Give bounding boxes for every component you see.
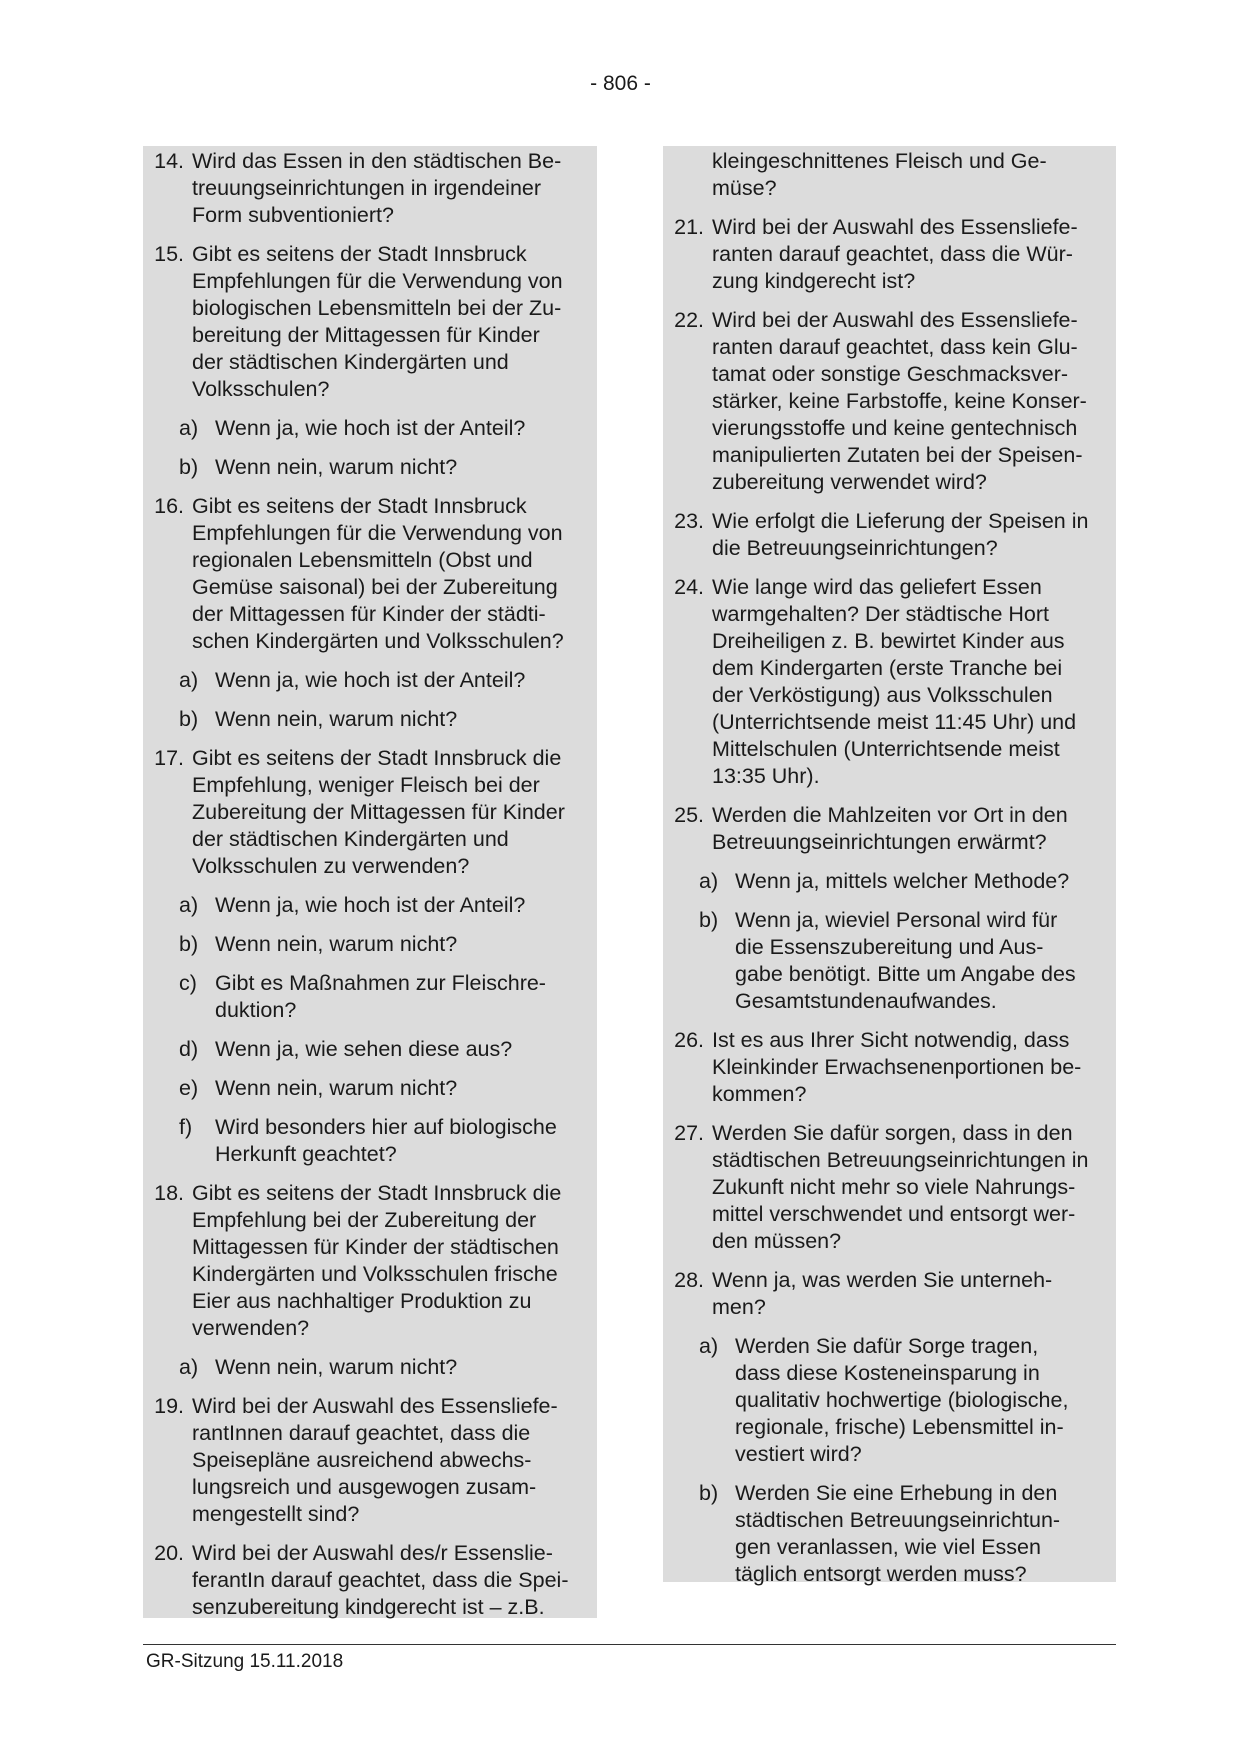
sub-question-letter: a) [699,869,719,893]
question-item [143,1540,597,1621]
question-text: Gibt es seitens der Stadt Innsbruck die Empfehlung, weniger Fleisch bei der Zubereitung der Mittagessen für Kinder der städtischen Kindergärten und Volksschulen zu verwenden? [192,746,565,878]
sub-question-text: Werden Sie eine Erhebung in den städtischen Betreuungseinrichtun- gen veranlassen, wie viel Essen täglich entsorgt werden muss? [735,1481,1061,1586]
sub-question-letter: a) [179,668,199,692]
page-number: - 806 - [590,72,651,95]
question-text: Wie erfolgt die Lieferung der Speisen in die Betreuungseinrichtungen? [712,509,1089,560]
question-number: 26. [674,1028,704,1052]
question-number: 16. [154,494,184,518]
question-item [663,214,1116,295]
question-number: 14. [154,149,184,173]
question-item [663,574,1116,790]
question-number: 23. [674,509,704,533]
sub-question-letter: b) [699,1481,719,1505]
sub-question-text: Wenn ja, wie hoch ist der Anteil? [215,668,526,692]
question-text: Wird bei der Auswahl des Essensliefe- ranten darauf geachtet, dass kein Glu- tamat oder sonstige Geschmacksver- stärker, keine Farbstoffe, keine Konser- vierungsstoffe und keine gentechnisch manipulierten Zutaten bei der Speisen- zubereitung verwendet wird? [712,308,1087,494]
question-item [143,1393,597,1528]
sub-question-item [143,1354,597,1381]
question-item [663,1120,1116,1255]
sub-question-item [663,907,1116,1015]
sub-question-item [663,1333,1116,1468]
sub-question-text: Wenn nein, warum nicht? [215,455,458,479]
question-item [143,493,597,655]
sub-question-item [143,706,597,733]
sub-question-letter: a) [179,1355,199,1379]
right-question-column [663,146,1116,1586]
sub-question-letter: a) [179,893,199,917]
sub-question-text: Wenn ja, wie hoch ist der Anteil? [215,416,526,440]
sub-question-letter: c) [179,971,197,995]
sub-question-item [663,868,1116,895]
sub-question-letter: a) [699,1334,719,1358]
sub-question-item [143,970,597,1024]
question-number: 21. [674,215,704,239]
sub-question-text: Gibt es Maßnahmen zur Fleischre- duktion? [215,971,546,1022]
sub-question-text: Wenn ja, wie sehen diese aus? [215,1037,513,1061]
sub-question-text: Werden Sie dafür Sorge tragen, dass diese Kosteneinsparung in qualitativ hochwertige (biologische, regionale, frische) Lebensmittel in- vestiert wird? [735,1334,1069,1466]
footer-session-date: GR-Sitzung 15.11.2018 [146,1651,344,1672]
sub-question-item [143,931,597,958]
question-number: 18. [154,1181,184,1205]
sub-question-item [143,892,597,919]
question-text: Wie lange wird das geliefert Essen warmgehalten? Der städtische Hort Dreiheiligen z. B. bewirtet Kinder aus dem Kindergarten (erste Tranche bei der Verköstigung) aus Volksschulen (Unterrichtsende meist 11:45 Uhr) und Mittelschulen (Unterrichtsende meist 13:35 Uhr). [712,575,1077,788]
sub-question-letter: b) [179,932,199,956]
sub-question-letter: b) [179,707,199,731]
question-item [143,241,597,403]
question-text: Ist es aus Ihrer Sicht notwendig, dass Kleinkinder Erwachsenenportionen be- kommen? [712,1028,1082,1106]
question-item [663,802,1116,856]
question-number: 27. [674,1121,704,1145]
sub-question-text: Wenn nein, warum nicht? [215,1076,458,1100]
question-item [663,307,1116,496]
sub-question-text: Wenn ja, wieviel Personal wird für die Essenszubereitung und Aus- gabe benötigt. Bitte um Angabe des Gesamtstundenaufwandes. [735,908,1076,1013]
sub-question-letter: e) [179,1076,199,1100]
question-item [143,745,597,880]
sub-question-text: Wenn nein, warum nicht? [215,707,458,731]
sub-question-letter: a) [179,416,199,440]
sub-question-item [143,415,597,442]
question-text: Gibt es seitens der Stadt Innsbruck Empfehlungen für die Verwendung von regionalen Lebensmitteln (Obst und Gemüse saisonal) bei der Zubereitung der Mittagessen für Kinder der städti- schen Kindergärten und Volksschulen? [192,494,564,653]
question-number: 24. [674,575,704,599]
sub-question-text: Wird besonders hier auf biologische Herkunft geachtet? [215,1115,557,1166]
sub-question-letter: b) [179,455,199,479]
sub-question-letter: d) [179,1037,199,1061]
sub-question-text: Wenn nein, warum nicht? [215,1355,458,1379]
question-text: Wird bei der Auswahl des Essensliefe- ranten darauf geachtet, dass die Wür- zung kindgerecht ist? [712,215,1078,293]
sub-question-text: Wenn nein, warum nicht? [215,932,458,956]
sub-question-item [663,1480,1116,1588]
question-item [663,1267,1116,1321]
question-item [663,508,1116,562]
question-text: Werden Sie dafür sorgen, dass in den städtischen Betreuungseinrichtungen in Zukunft nicht mehr so viele Nahrungs- mittel verschwendet und entsorgt wer- den müssen? [712,1121,1089,1253]
sub-question-item [143,1036,597,1063]
question-continuation: kleingeschnittenes Fleisch und Ge- müse? [712,149,1047,200]
question-item [663,1027,1116,1108]
question-number: 20. [154,1541,184,1565]
question-number: 25. [674,803,704,827]
sub-question-item [143,667,597,694]
question-text: Gibt es seitens der Stadt Innsbruck Empfehlungen für die Verwendung von biologischen Lebensmitteln bei der Zu- bereitung der Mittagessen für Kinder der städtischen Kindergärten und Volksschulen? [192,242,563,401]
question-item [143,1180,597,1342]
sub-question-text: Wenn ja, mittels welcher Methode? [735,869,1070,893]
question-text: Gibt es seitens der Stadt Innsbruck die Empfehlung bei der Zubereitung der Mittagessen für Kinder der städtischen Kindergärten und Volksschulen frische Eier aus nachhaltiger Produktion zu verwenden? [192,1181,562,1340]
left-question-column [143,146,597,1618]
question-text: Wird bei der Auswahl des Essensliefe- rantInnen darauf geachtet, dass die Speisepläne ausreichend abwechs- lungsreich und ausgewogen zusam- mengestellt sind? [192,1394,558,1526]
sub-question-text: Wenn ja, wie hoch ist der Anteil? [215,893,526,917]
sub-question-item [143,1075,597,1102]
question-number: 22. [674,308,704,332]
question-number: 19. [154,1394,184,1418]
question-text: Wird das Essen in den städtischen Be- treuungseinrichtungen in irgendeiner Form subventioniert? [192,149,562,227]
question-number: 15. [154,242,184,266]
sub-question-item [143,1114,597,1168]
question-item [143,148,597,229]
sub-question-item [143,454,597,481]
footer-divider [143,1644,1116,1645]
sub-question-letter: f) [179,1115,193,1139]
question-text: Werden die Mahlzeiten vor Ort in den Betreuungseinrichtungen erwärmt? [712,803,1068,854]
question-number: 17. [154,746,184,770]
question-text: Wird bei der Auswahl des/r Essenslie- ferantIn darauf geachtet, dass die Spei- senzubereitung kindgerecht ist – z.B. [192,1541,569,1619]
sub-question-letter: b) [699,908,719,932]
question-number: 28. [674,1268,704,1292]
question-text: Wenn ja, was werden Sie unterneh- men? [712,1268,1053,1319]
